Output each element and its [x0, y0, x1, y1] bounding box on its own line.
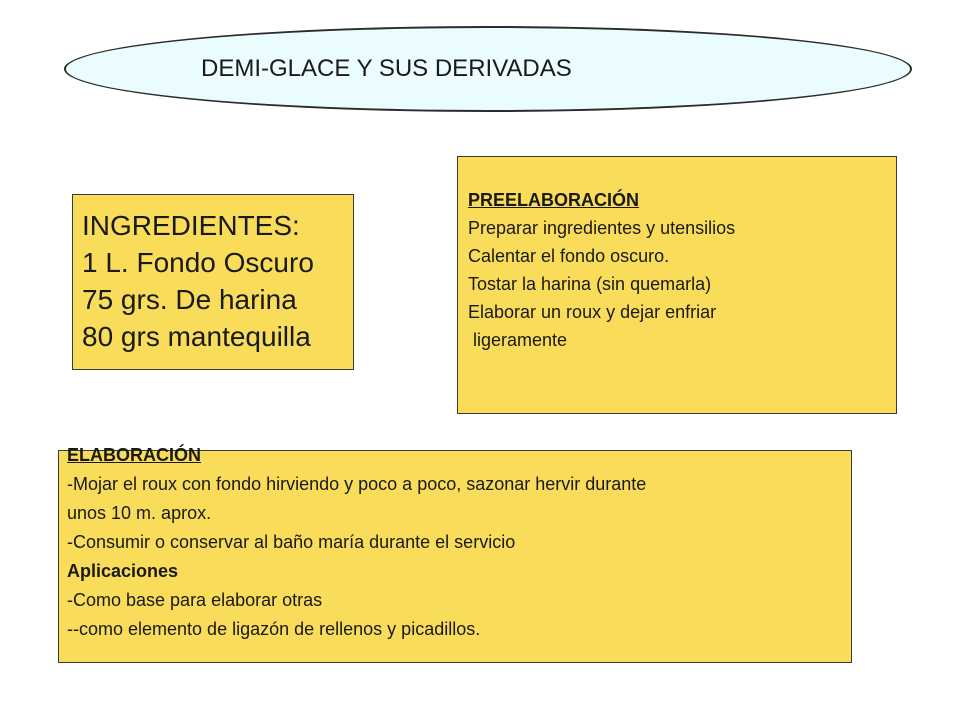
elaboracion-step: -Mojar el roux con fondo hirviendo y poco a poco, sazonar hervir durante — [67, 474, 647, 494]
preelaboracion-step: Elaborar un roux y dejar enfriar — [468, 302, 717, 322]
ingredient-item: 80 grs mantequilla — [82, 321, 311, 352]
elaboracion-step: unos 10 m. aprox. — [67, 503, 212, 523]
preelaboracion-step: Calentar el fondo oscuro. — [468, 246, 670, 266]
aplicacion-item: --como elemento de ligazón de rellenos y picadillos. — [67, 619, 481, 639]
preelaboracion-step: ligeramente — [468, 330, 568, 350]
aplicacion-item: -Como base para elaborar otras — [67, 590, 323, 610]
elaboracion-box — [58, 445, 852, 663]
elaboracion-step: -Consumir o conservar al baño maría durante el servicio — [67, 532, 516, 552]
preelaboracion-box — [457, 156, 897, 414]
preelaboracion-step: Preparar ingredientes y utensilios — [468, 218, 736, 238]
preelaboracion-heading: PREELABORACIÓN — [468, 190, 640, 210]
elaboracion-heading: ELABORACIÓN — [67, 445, 201, 465]
preelaboracion-step: Tostar la harina (sin quemarla) — [468, 274, 712, 294]
ingredient-item: 75 grs. De harina — [82, 284, 297, 315]
ingredients-heading: INGREDIENTES: — [82, 210, 300, 241]
aplicaciones-heading: Aplicaciones — [67, 561, 179, 581]
slide-title: DEMI-GLACE Y SUS DERIVADAS — [201, 55, 572, 82]
ingredient-item: 1 L. Fondo Oscuro — [82, 247, 314, 278]
ingredients-box — [72, 194, 354, 370]
